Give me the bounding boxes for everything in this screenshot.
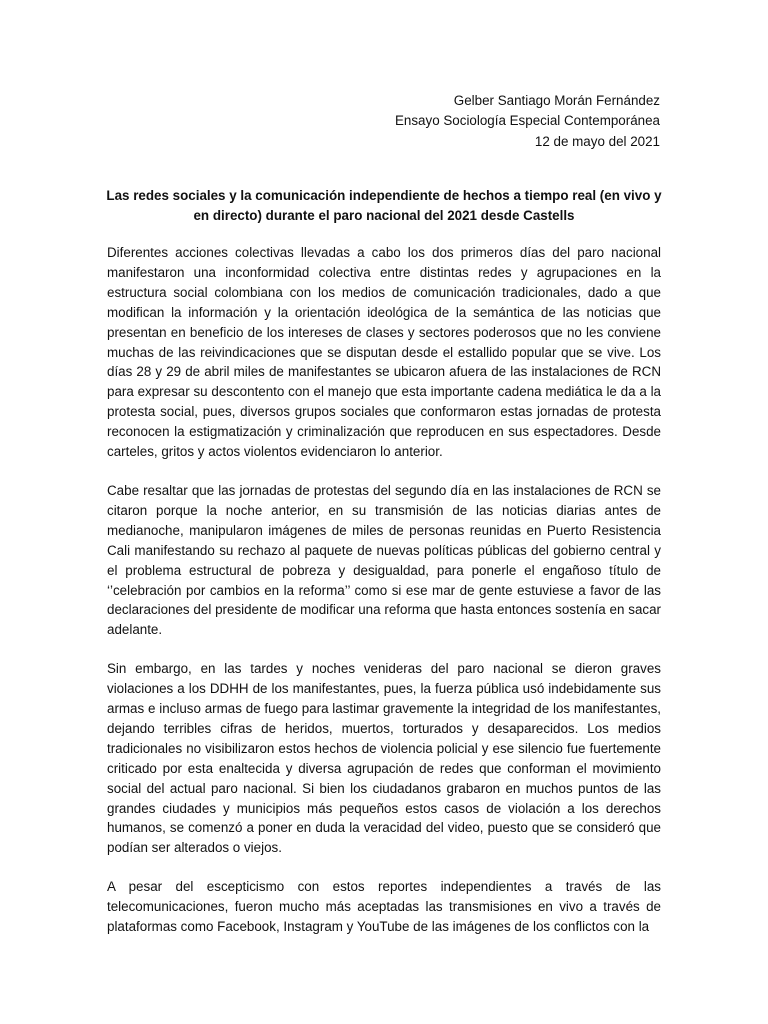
paragraph: Diferentes acciones colectivas llevadas a cabo los dos primeros días del paro nacional manifestaron una inconformidad colectiva entre distintas redes y agrupaciones en la estructura social colombiana con los medios de comunicación tradicionales, dado a que modifican la información y la orientación ideológica de la semántica de las noticias que presentan en beneficio de los intereses de clases y sectores poderosos que no les conviene muchas de las reivindicaciones que se disputan desde el estallido popular que se vive. Los días 28 y 29 de abril miles de manifestantes se ubicaron afuera de las instalaciones de RCN para expresar su descontento con el manejo que esta importante cadena mediática le da a la protesta social, pues, diversos grupos sociales que conformaron estas jornadas de protesta reconocen la estigmatización y criminalización que reproducen en sus espectadores. Desde carteles, gritos y actos violentos evidenciaron lo anterior. xyxy=(107,245,661,460)
paragraph: Cabe resaltar que las jornadas de protestas del segundo día en las instalaciones de RCN se citaron porque la noche anterior, en su transmisión de las noticias diarias antes de medianoche, manipularon imágenes de miles de personas reunidas en Puerto Resistencia Cali manifestando su rechazo al paquete de nuevas políticas públicas del gobierno central y el problema estructural de pobreza y desigualdad, para ponerle el engañoso título de ‘’celebración por cambios en la reforma’’ como si ese mar de gente estuviese a favor de las declaraciones del presidente de modificar una reforma que hasta entonces sostenía en sacar adelante. xyxy=(107,482,661,638)
author-name: Gelber Santiago Morán Fernández xyxy=(453,93,660,108)
document-header xyxy=(395,91,660,152)
course-name: Ensayo Sociología Especial Contemporánea xyxy=(394,113,660,129)
paragraph: A pesar del escepticismo con estos reportes independientes a través de las telecomunicaciones, fueron mucho más aceptadas las transmisiones en vivo a través de plataformas como Facebook, Instagram y YouTube de las imágenes de los conflictos con la xyxy=(107,879,661,935)
paragraph: Sin embargo, en las tardes y noches venideras del paro nacional se dieron graves violaciones a los DDHH de los manifestantes, pues, la fuerza pública usó indebidamente sus armas e incluso armas de fuego para lastimar gravemente la integridad de los manifestantes, dejando terribles cifras de heridos, muertos, torturados y desaparecidos. Los medios tradicionales no visibilizaron estos hechos de violencia policial y ese silencio fue fuertemente criticado por esta enaltecida y diversa agrupación de redes que conforman el movimiento social del actual paro nacional. Si bien los ciudadanos grabaron en muchos puntos de las grandes ciudades y municipios más pequeños estos casos de violación a los derechos humanos, se comenzó a poner en duda la veracidad del video, puesto que se consideró que podían ser alterados o viejos. xyxy=(107,661,661,856)
essay-title: Las redes sociales y la comunicación independiente de hechos a tiempo real (en vivo y en directo) durante el paro nacional del 2021 desde Castells xyxy=(106,188,662,224)
essay-body xyxy=(107,243,661,956)
document-date: 12 de mayo del 2021 xyxy=(534,133,660,149)
